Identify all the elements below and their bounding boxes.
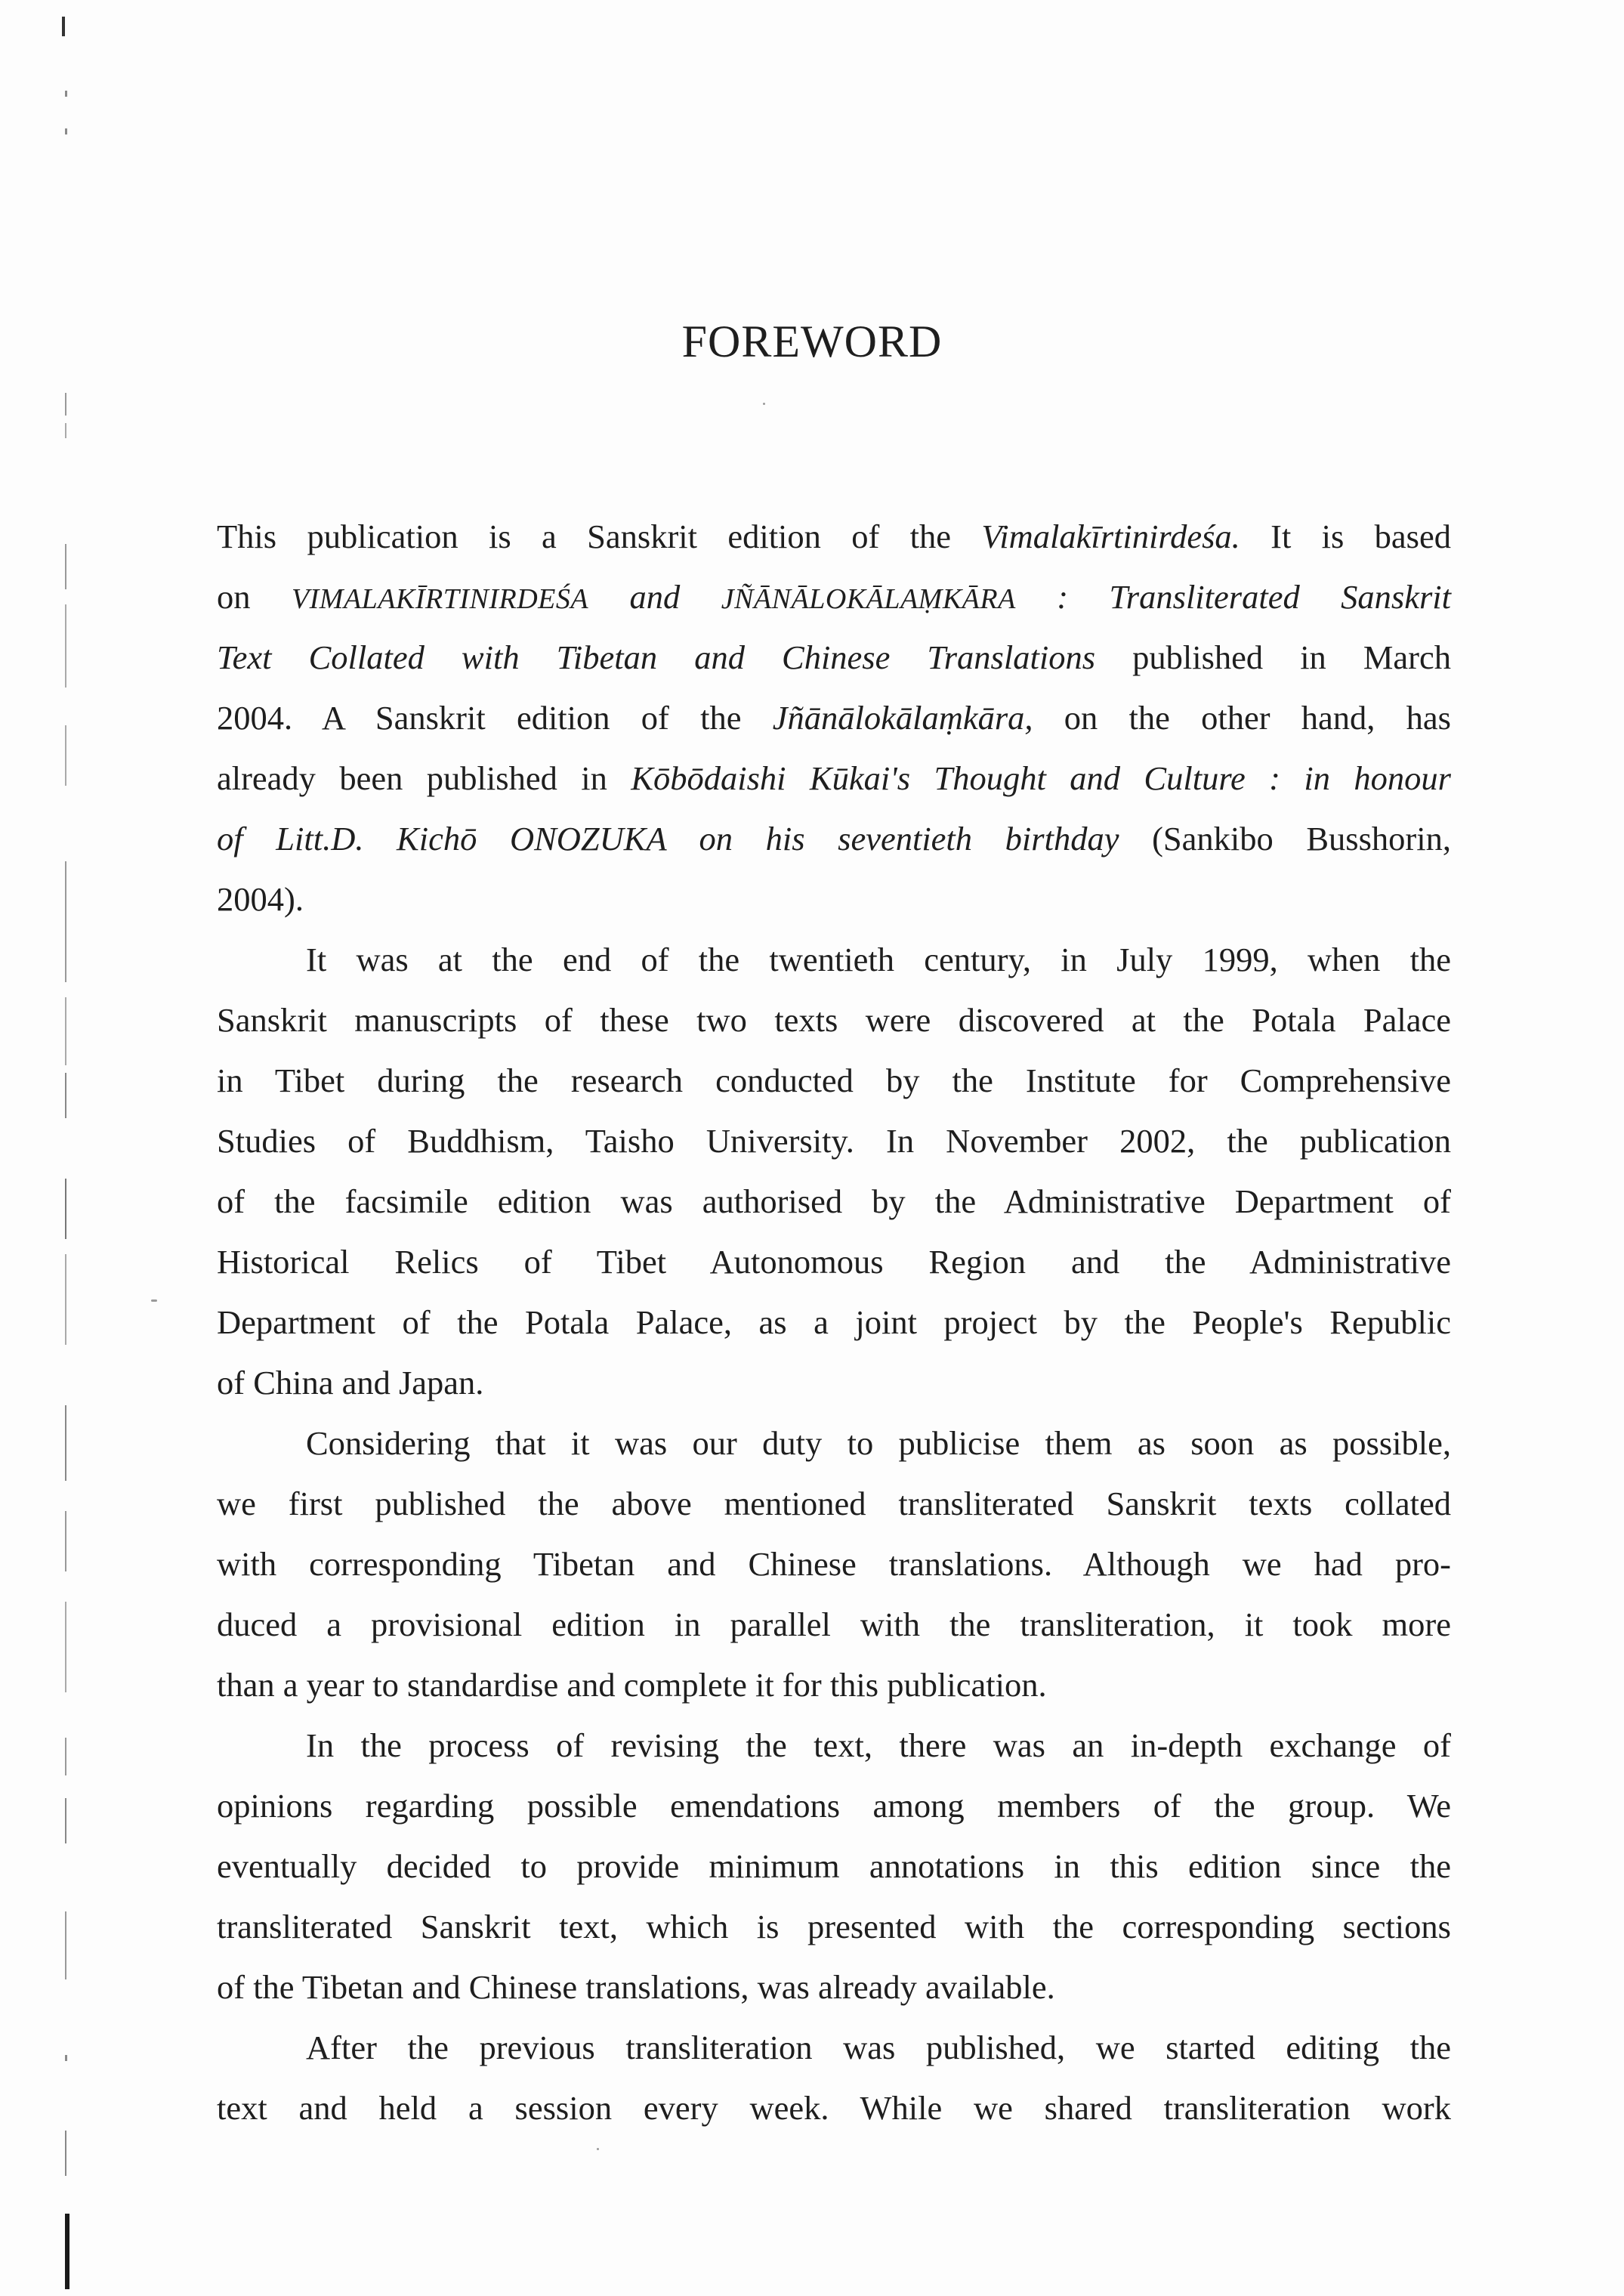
scan-mark <box>65 1911 66 1979</box>
paragraph-2-line: in Tibet during the research conducted by the Institute for Comprehensive <box>217 1061 1451 1099</box>
scan-mark <box>65 2055 67 2061</box>
scan-mark <box>65 1254 66 1345</box>
paragraph-2-line: Department of the Potala Palace, as a joint project by the People's Republic <box>217 1303 1451 1341</box>
paragraph-3-line: Considering that it was our duty to publicise them as soon as possible, <box>306 1424 1451 1462</box>
paragraph-2-line: Historical Relics of Tibet Autonomous Region and the Administrative <box>217 1243 1451 1281</box>
scan-mark <box>65 1179 66 1239</box>
paragraph-1-line: This publication is a Sanskrit edition of the Vimalakīrtinirdeśa. It is based <box>217 518 1451 555</box>
scan-mark <box>65 1073 66 1118</box>
paragraph-4-line: transliterated Sanskrit text, which is presented with the corresponding sections <box>217 1908 1451 1945</box>
scan-mark <box>65 544 66 589</box>
paragraph-1-line: Text Collated with Tibetan and Chinese Translations published in March <box>217 638 1451 676</box>
scan-mark <box>65 423 66 438</box>
scan-speck <box>597 2148 599 2150</box>
paragraph-2-line: of China and Japan. <box>217 1364 484 1401</box>
scan-mark <box>65 1798 66 1843</box>
paragraph-1-line: on VIMALAKĪRTINIRDEŚA and JÑĀNĀLOKĀLAṂKĀRA : Transliterated Sanskrit <box>217 578 1452 616</box>
page-title: FOREWORD <box>681 317 943 366</box>
scan-mark <box>65 604 66 688</box>
paragraph-2-line: It was at the end of the twentieth century, in July 1999, when the <box>306 941 1451 978</box>
scan-mark <box>65 2214 69 2289</box>
paragraph-3-line: duced a provisional edition in parallel with the transliteration, it took more <box>217 1605 1451 1643</box>
scan-mark <box>65 725 66 786</box>
scan-mark <box>65 1738 66 1775</box>
scan-speck <box>151 1299 157 1302</box>
paragraph-4-line: eventually decided to provide minimum annotations in this edition since the <box>217 1847 1451 1885</box>
paragraph-5-line: After the previous transliteration was published, we started editing the <box>306 2029 1451 2066</box>
scan-mark <box>65 2131 66 2176</box>
paragraph-1-line: already been published in Kōbōdaishi Kūkai's Thought and Culture : in honour <box>217 759 1451 797</box>
paragraph-3-line: than a year to standardise and complete it for this publication. <box>217 1666 1047 1704</box>
paragraph-5-line: text and held a session every week. While we shared transliteration work <box>217 2089 1451 2127</box>
scan-mark <box>65 997 66 1065</box>
scan-mark <box>65 1511 66 1571</box>
scan-mark <box>65 861 66 982</box>
scan-mark <box>65 128 67 134</box>
paragraph-1-line: 2004. A Sanskrit edition of the Jñānālokālaṃkāra, on the other hand, has <box>217 699 1451 737</box>
paragraph-2-line: of the facsimile edition was authorised by the Administrative Department of <box>217 1182 1451 1220</box>
paragraph-1-line: 2004). <box>217 880 304 918</box>
paragraph-3-line: we first published the above mentioned transliterated Sanskrit texts collated <box>217 1485 1451 1522</box>
scan-mark <box>65 91 67 97</box>
scan-mark <box>65 1602 66 1692</box>
paragraph-2-line: Studies of Buddhism, Taisho University. In November 2002, the publication <box>217 1122 1451 1160</box>
paragraph-4-line: opinions regarding possible emendations among members of the group. We <box>217 1787 1451 1825</box>
scan-speck <box>763 403 765 405</box>
paragraph-4-line: of the Tibetan and Chinese translations, was already available. <box>217 1968 1055 2006</box>
paragraph-3-line: with corresponding Tibetan and Chinese translations. Although we had pro- <box>217 1545 1451 1583</box>
scan-mark <box>62 17 65 36</box>
paragraph-1-line: of Litt.D. Kichō ONOZUKA on his seventieth birthday (Sankibo Busshorin, <box>217 820 1451 858</box>
scan-mark <box>65 393 66 416</box>
paragraph-4-line: In the process of revising the text, there was an in-depth exchange of <box>306 1726 1451 1764</box>
scan-mark <box>65 1405 66 1481</box>
paragraph-2-line: Sanskrit manuscripts of these two texts were discovered at the Potala Palace <box>217 1001 1451 1039</box>
